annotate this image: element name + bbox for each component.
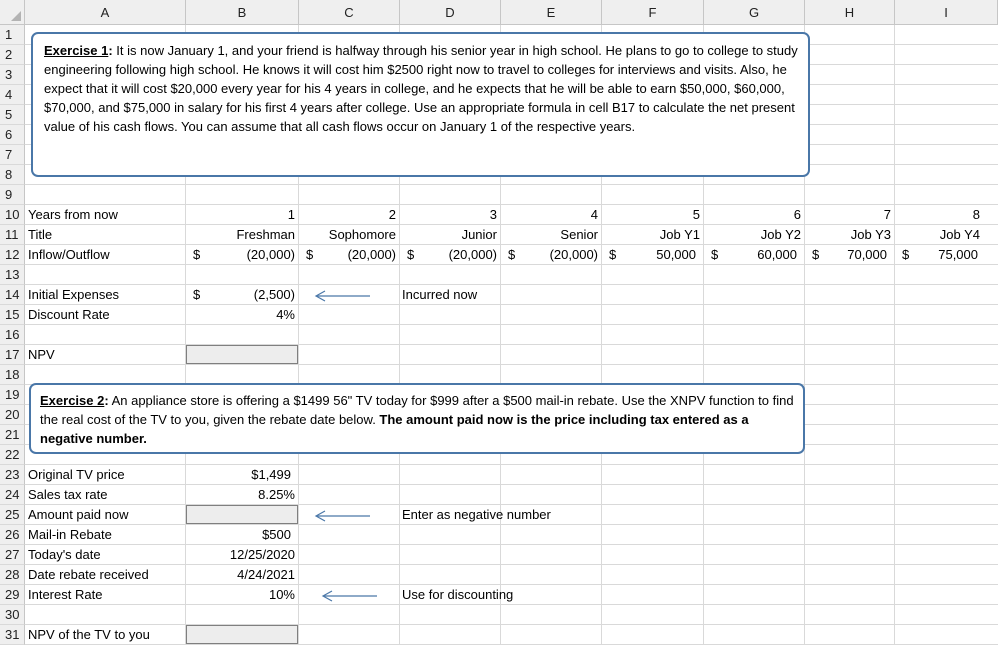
- left-arrow-icon: [312, 290, 372, 302]
- currency-symbol: $: [711, 247, 719, 262]
- row-header[interactable]: 31: [0, 625, 25, 645]
- sales-tax-rate-value[interactable]: 8.25%: [258, 487, 295, 502]
- flow-cell[interactable]: 50,000: [656, 247, 696, 262]
- exercise-1-textbox[interactable]: [31, 32, 810, 177]
- column-header-i[interactable]: I: [895, 0, 998, 25]
- interest-rate-value[interactable]: 10%: [268, 587, 295, 602]
- column-header-h[interactable]: H: [805, 0, 895, 25]
- flow-cell[interactable]: (20,000): [448, 247, 497, 262]
- label-sales-tax-rate[interactable]: Sales tax rate: [28, 487, 108, 502]
- flow-cell[interactable]: 75,000: [938, 247, 978, 262]
- row-header[interactable]: 3: [0, 65, 25, 85]
- row-header[interactable]: 20: [0, 405, 25, 425]
- mail-in-rebate-value[interactable]: $500: [262, 527, 291, 542]
- exercise-1-colon: :: [108, 43, 113, 58]
- currency-symbol: $: [193, 287, 201, 302]
- currency-symbol: $: [508, 247, 516, 262]
- currency-symbol: $: [407, 247, 415, 262]
- flow-cell[interactable]: (20,000): [246, 247, 295, 262]
- row-header[interactable]: 12: [0, 245, 25, 265]
- npv-input-cell[interactable]: [186, 345, 298, 364]
- year-cell[interactable]: 1: [287, 207, 295, 222]
- row-header[interactable]: 21: [0, 425, 25, 445]
- column-header-f[interactable]: F: [602, 0, 704, 25]
- row-header[interactable]: 8: [0, 165, 25, 185]
- label-date-rebate-received[interactable]: Date rebate received: [28, 567, 149, 582]
- row-header[interactable]: 4: [0, 85, 25, 105]
- exercise-2-colon: :: [104, 393, 109, 408]
- row-header[interactable]: 24: [0, 485, 25, 505]
- row-header[interactable]: 1: [0, 25, 25, 45]
- label-amount-paid-now[interactable]: Amount paid now: [28, 507, 129, 522]
- row-header[interactable]: 15: [0, 305, 25, 325]
- gridline: [25, 184, 998, 185]
- exercise-1-title: Exercise 1: [44, 43, 109, 58]
- row-header[interactable]: 29: [0, 585, 25, 605]
- row-header[interactable]: 30: [0, 605, 25, 625]
- title-cell[interactable]: Job Y1: [659, 227, 700, 242]
- row-header[interactable]: 25: [0, 505, 25, 525]
- row-header[interactable]: 16: [0, 325, 25, 345]
- label-inflow-outflow[interactable]: Inflow/Outflow: [28, 247, 110, 262]
- select-all-corner[interactable]: [0, 0, 25, 25]
- row-header[interactable]: 7: [0, 145, 25, 165]
- currency-symbol: $: [306, 247, 314, 262]
- npv-of-tv-input-cell[interactable]: [186, 625, 298, 644]
- gridline: [894, 25, 895, 645]
- exercise-2-bold-text: The amount paid now is the price including tax entered as a negative number.: [40, 412, 749, 446]
- column-header-b[interactable]: B: [186, 0, 299, 25]
- title-cell[interactable]: Job Y3: [850, 227, 891, 242]
- flow-cell[interactable]: (20,000): [549, 247, 598, 262]
- year-cell[interactable]: 4: [590, 207, 598, 222]
- title-cell[interactable]: Junior: [461, 227, 497, 242]
- row-header[interactable]: 22: [0, 445, 25, 465]
- initial-expenses-value[interactable]: (2,500): [253, 287, 295, 302]
- row-header[interactable]: 19: [0, 385, 25, 405]
- exercise-1-text: It is now January 1, and your friend is halfway through his senior year in high school. He plans to go to college to study engineering following high school. He knows it will cost him $2500 right now to travel to colleges for interviews and visits. Also, he expect that it will cost $20,000 every year for his 4 years in college, and he expects that he will be able to earn $50,000, $60,000, $70,000, and $75,000 in salary for his first 4 years after college. Use an appropriate formula in cell B17 to calculate the net present value of his cash flows. You can assume that all cash flows occur on January 1 of the respective years.: [44, 43, 798, 134]
- row-header[interactable]: 5: [0, 105, 25, 125]
- rebate-date-value[interactable]: 4/24/2021: [237, 567, 295, 582]
- note-use-for-discounting[interactable]: Use for discounting: [402, 587, 514, 602]
- select-all-triangle-icon: [11, 11, 21, 21]
- label-initial-expenses[interactable]: Initial Expenses: [28, 287, 120, 302]
- flow-cell[interactable]: 60,000: [757, 247, 797, 262]
- row-header[interactable]: 11: [0, 225, 25, 245]
- title-cell[interactable]: Job Y2: [760, 227, 801, 242]
- column-header-d[interactable]: D: [400, 0, 501, 25]
- discount-rate-value[interactable]: 4%: [276, 307, 295, 322]
- row-header[interactable]: 2: [0, 45, 25, 65]
- column-header-g[interactable]: G: [704, 0, 805, 25]
- year-cell[interactable]: 8: [972, 207, 980, 222]
- amount-paid-now-input-cell[interactable]: [186, 505, 298, 524]
- row-header[interactable]: 17: [0, 345, 25, 365]
- year-cell[interactable]: 7: [883, 207, 891, 222]
- flow-cell[interactable]: (20,000): [347, 247, 396, 262]
- label-npv-of-tv[interactable]: NPV of the TV to you: [28, 627, 150, 642]
- currency-symbol: $: [609, 247, 617, 262]
- exercise-2-textbox[interactable]: [29, 383, 805, 454]
- flow-cell[interactable]: 70,000: [847, 247, 887, 262]
- row-header[interactable]: 18: [0, 365, 25, 385]
- label-original-tv-price[interactable]: Original TV price: [28, 467, 125, 482]
- label-interest-rate[interactable]: Interest Rate: [28, 587, 103, 602]
- label-mail-in-rebate[interactable]: Mail-in Rebate: [28, 527, 112, 542]
- title-cell[interactable]: Sophomore: [328, 227, 396, 242]
- title-cell[interactable]: Senior: [560, 227, 598, 242]
- row-header[interactable]: 9: [0, 185, 25, 205]
- row-header[interactable]: 27: [0, 545, 25, 565]
- row-header[interactable]: 23: [0, 465, 25, 485]
- currency-symbol: $: [902, 247, 910, 262]
- row-header[interactable]: 10: [0, 205, 25, 225]
- row-header[interactable]: 14: [0, 285, 25, 305]
- label-npv[interactable]: NPV: [28, 347, 55, 362]
- left-arrow-icon: [319, 590, 379, 602]
- exercise-2-title: Exercise 2: [40, 393, 105, 408]
- left-arrow-icon: [312, 510, 372, 522]
- original-tv-price-value[interactable]: $1,499: [251, 467, 291, 482]
- label-todays-date[interactable]: Today's date: [28, 547, 101, 562]
- row-header[interactable]: 26: [0, 525, 25, 545]
- year-cell[interactable]: 3: [489, 207, 497, 222]
- year-cell[interactable]: 2: [388, 207, 396, 222]
- label-title[interactable]: Title: [28, 227, 53, 242]
- title-cell[interactable]: Freshman: [236, 227, 295, 242]
- row-header[interactable]: 6: [0, 125, 25, 145]
- column-header-e[interactable]: E: [501, 0, 602, 25]
- year-cell[interactable]: 6: [793, 207, 801, 222]
- year-cell[interactable]: 5: [692, 207, 700, 222]
- label-years-from-now[interactable]: Years from now: [28, 207, 118, 222]
- exercise-2-text: An appliance store is offering a $1499 56" TV today for $999 after a $500 mail-in rebate. Use the XNPV function to find the real cost of the TV to you, given the rebate date below.: [40, 393, 794, 427]
- note-enter-negative[interactable]: Enter as negative number: [402, 507, 551, 522]
- note-incurred-now[interactable]: Incurred now: [402, 287, 478, 302]
- column-header-c[interactable]: C: [299, 0, 400, 25]
- column-header-a[interactable]: A: [25, 0, 186, 25]
- label-discount-rate[interactable]: Discount Rate: [28, 307, 110, 322]
- row-header[interactable]: 13: [0, 265, 25, 285]
- todays-date-value[interactable]: 12/25/2020: [229, 547, 295, 562]
- currency-symbol: $: [193, 247, 201, 262]
- row-header[interactable]: 28: [0, 565, 25, 585]
- title-cell[interactable]: Job Y4: [939, 227, 980, 242]
- currency-symbol: $: [812, 247, 820, 262]
